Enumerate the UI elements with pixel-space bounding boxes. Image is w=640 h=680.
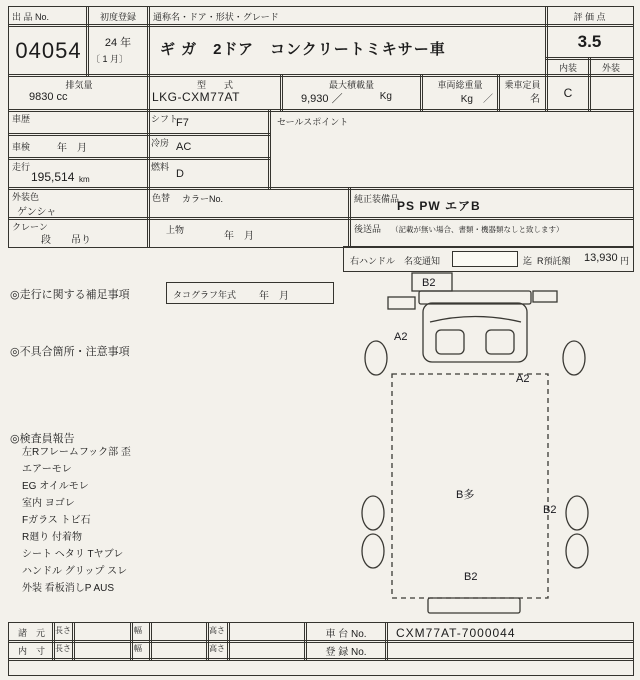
genuine-equipment-cell	[348, 187, 634, 220]
tachograph-label: タコグラフ年式	[173, 290, 237, 300]
tachograph-cell	[166, 282, 334, 304]
model-label: 型 式	[196, 80, 233, 90]
inspector-item: シート ヘタリ Tヤブレ	[22, 549, 124, 560]
gvw-label: 車両総重量	[437, 80, 483, 90]
rear-bumper	[428, 598, 520, 613]
ext-color-label: 外装色	[12, 192, 40, 202]
mileage-label: 走行	[12, 162, 31, 172]
inner-height-label: 高さ	[209, 644, 225, 653]
left-seat	[436, 330, 464, 354]
upper-body-cell	[147, 217, 351, 248]
handle-row-cell	[343, 246, 634, 272]
max-load-value: 9,930 ／	[301, 93, 343, 105]
cargo-body-outline	[392, 374, 548, 598]
inner-width-label: 幅	[134, 644, 142, 653]
chassis-no-value: CXM77AT-7000044	[396, 626, 516, 640]
damage-mark-rear-bottom: B2	[464, 571, 478, 583]
damage-mark-cab-right: A2	[516, 373, 530, 385]
damage-mark-body-center: B多	[456, 489, 475, 501]
max-load-label: 最大積載量	[328, 80, 374, 90]
rear-left-wheel-1	[362, 496, 384, 530]
front-right-wheel	[563, 341, 585, 375]
exhibit-no-label: 出 品 No.	[12, 12, 50, 22]
deposit-label: R預託額	[537, 256, 571, 266]
model-cell	[147, 74, 283, 112]
color-change-cell	[147, 187, 351, 220]
interior-grade-cell	[545, 74, 591, 112]
vehicle-name-header: 通称名・ドア・形状・グレード	[153, 12, 279, 22]
color-no-label: カラーNo.	[182, 194, 224, 204]
crane-label: クレーン	[12, 222, 48, 232]
vehicle-name: ギ ガ 2ドア コンクリートミキサー車	[160, 41, 446, 58]
bottom-spare-row-cell	[8, 658, 634, 676]
ext-color-cell	[8, 187, 150, 220]
max-load-cell	[280, 74, 423, 112]
capacity-label: 乗車定員	[504, 80, 541, 90]
fuel-value: D	[176, 168, 184, 180]
damage-mark-front-left: A2	[394, 331, 408, 343]
color-change-label: 色替	[152, 193, 171, 203]
dims-height-label: 高さ	[209, 626, 225, 635]
displacement-label: 排気量	[65, 80, 93, 90]
genuine-equipment-label: 純正装備品	[354, 194, 400, 204]
rear-right-wheel-2	[566, 534, 588, 568]
inner-dims-label: 内 寸	[17, 646, 45, 656]
left-mirror-icon	[388, 297, 415, 309]
gvw-cell	[420, 74, 500, 112]
fuel-label: 燃料	[151, 162, 170, 172]
inspector-item: R廻り 付着物	[22, 532, 82, 543]
inspector-title: ◎検査員報告	[10, 433, 75, 445]
crane-value: 段 吊り	[41, 235, 91, 246]
right-seat	[486, 330, 514, 354]
shift-label: シフト	[151, 114, 179, 124]
score-value-cell	[545, 24, 634, 60]
inspector-item: ハンドル グリップ スレ	[22, 566, 128, 577]
history-cell	[8, 109, 150, 136]
name-change-date-box	[452, 251, 518, 267]
inspection-value: 年 月	[57, 143, 87, 154]
rear-right-wheel-1	[566, 496, 588, 530]
exterior-label: 外装	[601, 62, 620, 73]
front-left-wheel	[365, 341, 387, 375]
inspection-cell	[8, 133, 150, 160]
displacement-value: 9830 cc	[29, 91, 68, 103]
gvw-value: Kg ／	[460, 94, 493, 105]
exhibit-no: 04054	[15, 37, 82, 63]
sales-point-cell	[268, 109, 634, 190]
shift-value: F7	[176, 117, 189, 129]
upper-body-value: 年 月	[224, 231, 254, 242]
front-bumper	[419, 291, 531, 304]
dims-label: 諸 元	[17, 628, 45, 638]
inspector-item: EG オイルモレ	[22, 481, 89, 492]
inspector-item: Fガラス トビ石	[22, 515, 91, 526]
fuel-cell	[147, 157, 271, 190]
inner-length-label: 長さ	[55, 644, 71, 653]
sales-point-label: セールスポイント	[277, 117, 349, 127]
interior-grade: C	[563, 86, 573, 100]
mileage-note-title: ◎走行に関する補足事項	[10, 289, 130, 301]
shift-cell	[147, 109, 271, 136]
first-reg-value-cell	[86, 24, 150, 77]
inspector-report-list	[22, 444, 131, 597]
later-items-note: （記載が無い場合、書類・機器類なしと致します）	[391, 225, 564, 234]
vehicle-damage-diagram	[340, 270, 632, 620]
until-label: 迄	[523, 256, 533, 266]
dims-width-label: 幅	[134, 626, 142, 635]
genuine-equipment-value: PS PW エアB	[397, 199, 481, 213]
first-reg-year: 24 年	[104, 37, 132, 49]
exhibit-no-value-cell	[8, 24, 89, 77]
mileage-unit: km	[79, 175, 90, 184]
capacity-value: 名	[530, 94, 540, 105]
first-reg-month: 〔 1 月〕	[91, 54, 129, 64]
displacement-cell	[8, 74, 150, 112]
rear-left-wheel-2	[362, 534, 384, 568]
inspector-item: 左Rフレームフック部 歪	[22, 447, 131, 458]
ext-color-value: ゲンシャ	[17, 207, 57, 218]
score-value: 3.5	[577, 32, 602, 51]
vehicle-name-cell	[147, 24, 548, 77]
inspector-item: エアーモレ	[22, 464, 72, 475]
damage-mark-front-top: B2	[422, 277, 436, 289]
mileage-value: 195,514	[31, 170, 75, 184]
deposit-value: 13,930	[584, 252, 618, 264]
defect-title: ◎不具合箇所・注意事項	[10, 346, 130, 358]
ac-cell	[147, 133, 271, 160]
steering-label: 右ハンドル	[350, 256, 396, 266]
inspector-item: 外装 看板消しP AUS	[22, 583, 115, 594]
chassis-no-label: 車 台 No.	[325, 629, 367, 640]
capacity-cell	[497, 74, 548, 112]
exterior-grade-cell	[588, 74, 634, 112]
model-value: LKG-CXM77AT	[152, 90, 240, 104]
max-load-unit: Kg	[379, 91, 392, 102]
ac-value: AC	[176, 141, 192, 153]
score-label: 評 価 点	[573, 12, 606, 22]
windshield-line	[430, 317, 521, 323]
name-change-label: 名変通知	[404, 256, 441, 266]
history-label: 車歴	[12, 114, 31, 124]
deposit-unit: 円	[620, 256, 630, 266]
first-reg-label: 初度登録	[99, 12, 136, 22]
later-items-cell	[348, 217, 634, 248]
ac-label: 冷房	[151, 138, 170, 148]
damage-mark-rear-right: B2	[543, 504, 557, 516]
reg-no-label: 登 録 No.	[325, 647, 367, 658]
upper-body-label: 上物	[166, 225, 185, 235]
inspection-label: 車検	[12, 142, 31, 152]
right-mirror-icon	[533, 291, 557, 302]
later-items-label: 後送品	[354, 224, 382, 234]
crane-cell	[8, 217, 150, 248]
dims-length-label: 長さ	[55, 626, 71, 635]
inspector-item: 室内 ヨゴレ	[22, 498, 75, 509]
mileage-cell	[8, 157, 150, 190]
interior-label: 内装	[558, 62, 577, 73]
tachograph-value: 年 月	[259, 291, 289, 302]
